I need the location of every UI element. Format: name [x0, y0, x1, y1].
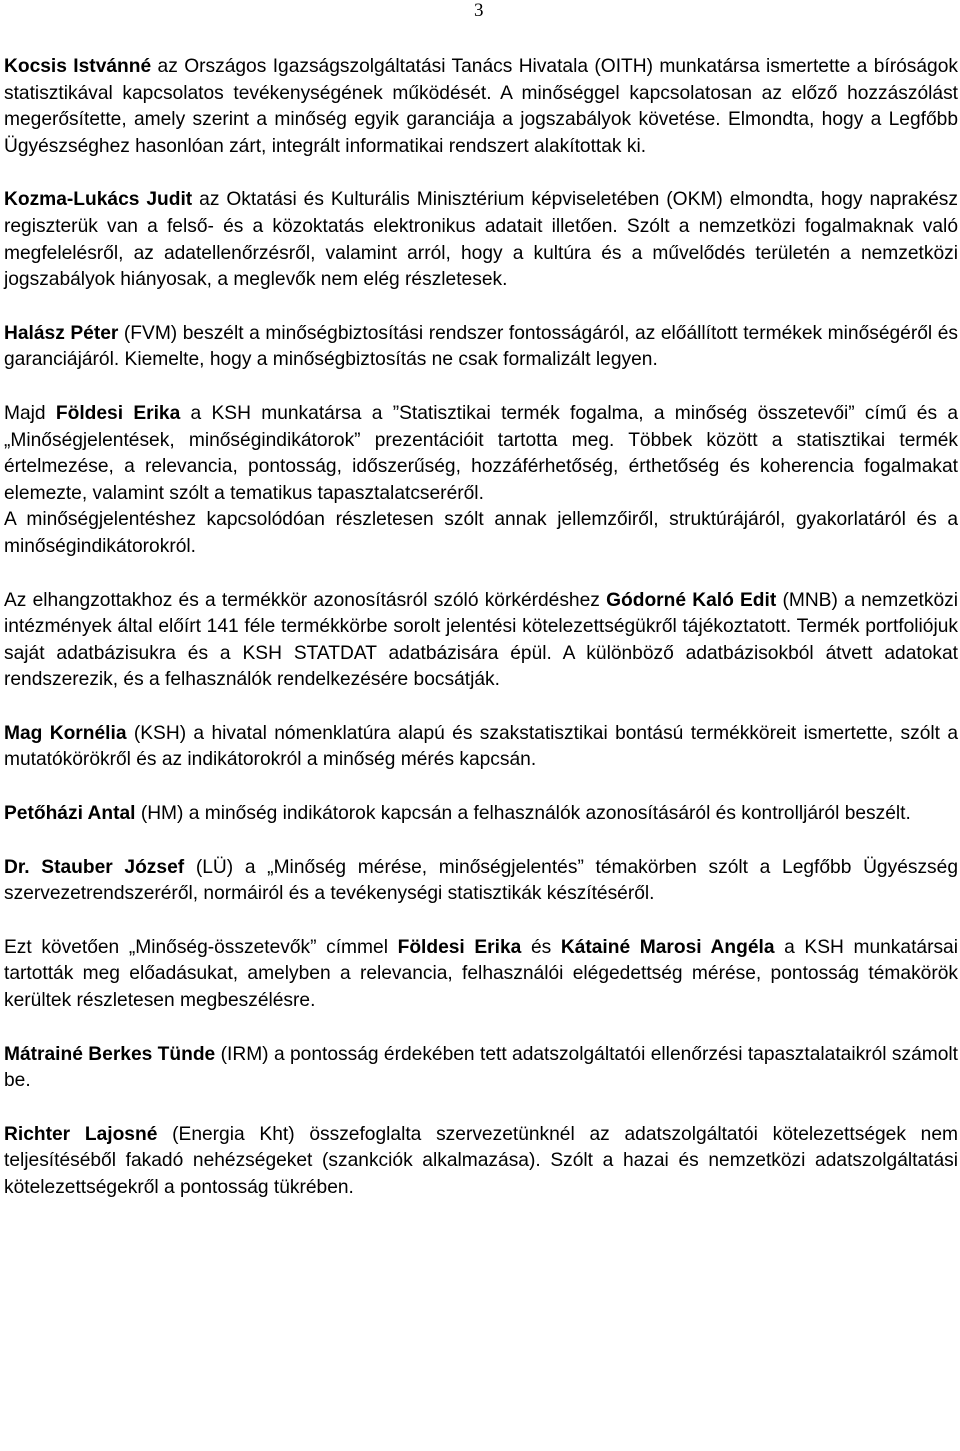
paragraph-text: (HM) a minőség indikátorok kapcsán a felhasználók azonosításáról és kontrolljáról beszélt.: [135, 803, 911, 825]
speaker-name: Halász Péter: [4, 322, 119, 344]
speaker-name: Mátrainé Berkes Tünde: [4, 1043, 216, 1065]
speaker-name: Mag Kornélia: [4, 722, 127, 744]
paragraph-p9: [4, 855, 958, 908]
paragraph-text: A minőségjelentéshez kapcsolódóan részletesen szólt annak jellemzőiről, struktúrájáról, gyakorlatáról és a minőségindikátorokról.: [4, 509, 958, 557]
paragraph-text: (LÜ) a „Minőség mérése, minőségjelentés” témakörben szólt a Legfőbb Ügyészség szervezetrendszeréről, normáiról és a tevékenységi statisztikák készítéséről.: [4, 856, 958, 905]
paragraph-text: Az elhangzottakhoz és a termékkör azonosításról szóló körkérdéshez: [4, 589, 607, 611]
speaker-name: Petőházi Antal: [4, 803, 136, 825]
paragraph-text: (FVM) beszélt a minőségbiztosítási rendszer fontosságáról, az előállított termékek minőségéről és garanciájáról. Kiemelte, hogy a minőségbiztosítás ne csak formalizált legyen.: [4, 322, 958, 371]
speaker-name: Kocsis Istvánné: [4, 56, 152, 77]
speaker-name: Richter Lajosné: [4, 1123, 158, 1145]
document-body: [4, 54, 958, 1229]
paragraph-text: az Oktatási és Kulturális Minisztérium képviseletében (OKM) elmondta, hogy naprakész regiszterük van a felső- és a közoktatás elektronikus adatait illetően. Szólt a nemzetközi fogalmaknak való megfelelésről, az adatellenőrzésről, valamint arról, hogy a kultúra és a művelődés területén a nemzetközi jogszabályok hiányosak, a meglevők nem elég részletesek.: [4, 189, 958, 291]
paragraph-p3: [4, 321, 958, 374]
speaker-name: Kátainé Marosi Angéla: [560, 936, 775, 958]
paragraph-text: a KSH munkatársai tartották meg előadásukat, amelyben a relevancia, felhasználói elégedettség mérése, pontosság témakörök kerültek részletesen megbeszélésre.: [4, 936, 958, 1012]
paragraph-p5: [4, 507, 958, 560]
paragraph-text: és: [521, 936, 561, 958]
page-number: 3: [474, 0, 484, 21]
paragraph-p10: [4, 935, 958, 1015]
paragraph-text: az Országos Igazságszolgáltatási Tanács Hivatala (OITH) munkatársa ismertette a bíróságok statisztikával kapcsolatos tevékenységének működését. A minőséggel kapcsolatosan az előző hozzászólást megerősítette, amely szerint a minőség egyik garanciája a jogszabályok követése. Elmondta, hogy a Legfőbb Ügyészséghez hasonlóan zárt, integrált informatikai rendszert alakítottak ki.: [4, 56, 958, 157]
paragraph-p12: [4, 1122, 958, 1202]
paragraph-p1: [4, 54, 958, 160]
speaker-name: Földesi Erika: [397, 936, 522, 958]
paragraph-p7: [4, 721, 958, 774]
paragraph-p4: [4, 401, 958, 507]
paragraph-text: (KSH) a hivatal nómenklatúra alapú és szakstatisztikai bontású termékköreit ismertette, szólt a mutatókörökről és az indikátorokról a minőség mérés kapcsán.: [4, 722, 958, 771]
paragraph-text: (MNB) a nemzetközi intézmények által előírt 141 féle termékkörbe sorolt jelentési kötelezettségükről tájékoztatott. Termék portfoliójuk saját adatbázisukra és a KSH STATDAT adatbázisára épül. A különböző adatbázisokból átvett adatokat rendszerezik, és a felhasználók rendelkezésére bocsátják.: [4, 589, 958, 691]
paragraph-p8: [4, 801, 958, 828]
speaker-name: Gódorné Kaló Edit: [606, 589, 777, 611]
speaker-name: Kozma-Lukács Judit: [4, 189, 193, 211]
paragraph-text: a KSH munkatársa a ”Statisztikai termék fogalma, a minőség összetevői” című és a „Minőségjelentések, minőségindikátorok” prezentációit tartotta meg. Többek között a statisztikai termék értelmezése, a relevancia, pontosság, időszerűség, hozzáférhetőség, érthetőség és koherencia fogalmakat elemezte, valamint szólt a tematikus tapasztalatcseréről.: [4, 402, 958, 504]
speaker-name: Földesi Erika: [55, 402, 181, 424]
paragraph-p11: [4, 1042, 958, 1095]
paragraph-text: Ezt követően „Minőség-összetevők” címmel: [4, 936, 398, 958]
paragraph-text: (IRM) a pontosság érdekében tett adatszolgáltatói ellenőrzési tapasztalataikról számolt be.: [4, 1043, 958, 1092]
speaker-name: Dr. Stauber József: [4, 856, 185, 878]
paragraph-p2: [4, 187, 958, 293]
paragraph-text: Majd: [4, 402, 56, 424]
paragraph-p6: [4, 588, 958, 694]
paragraph-text: (Energia Kht) összefoglalta szervezetünknél az adatszolgáltatói kötelezettségek nem teljesítéséből fakadó nehézségeket (szankciók alkalmazása). Szólt a hazai és nemzetközi adatszolgáltatási kötelezettségekről a pontosság tükrében.: [4, 1123, 959, 1198]
